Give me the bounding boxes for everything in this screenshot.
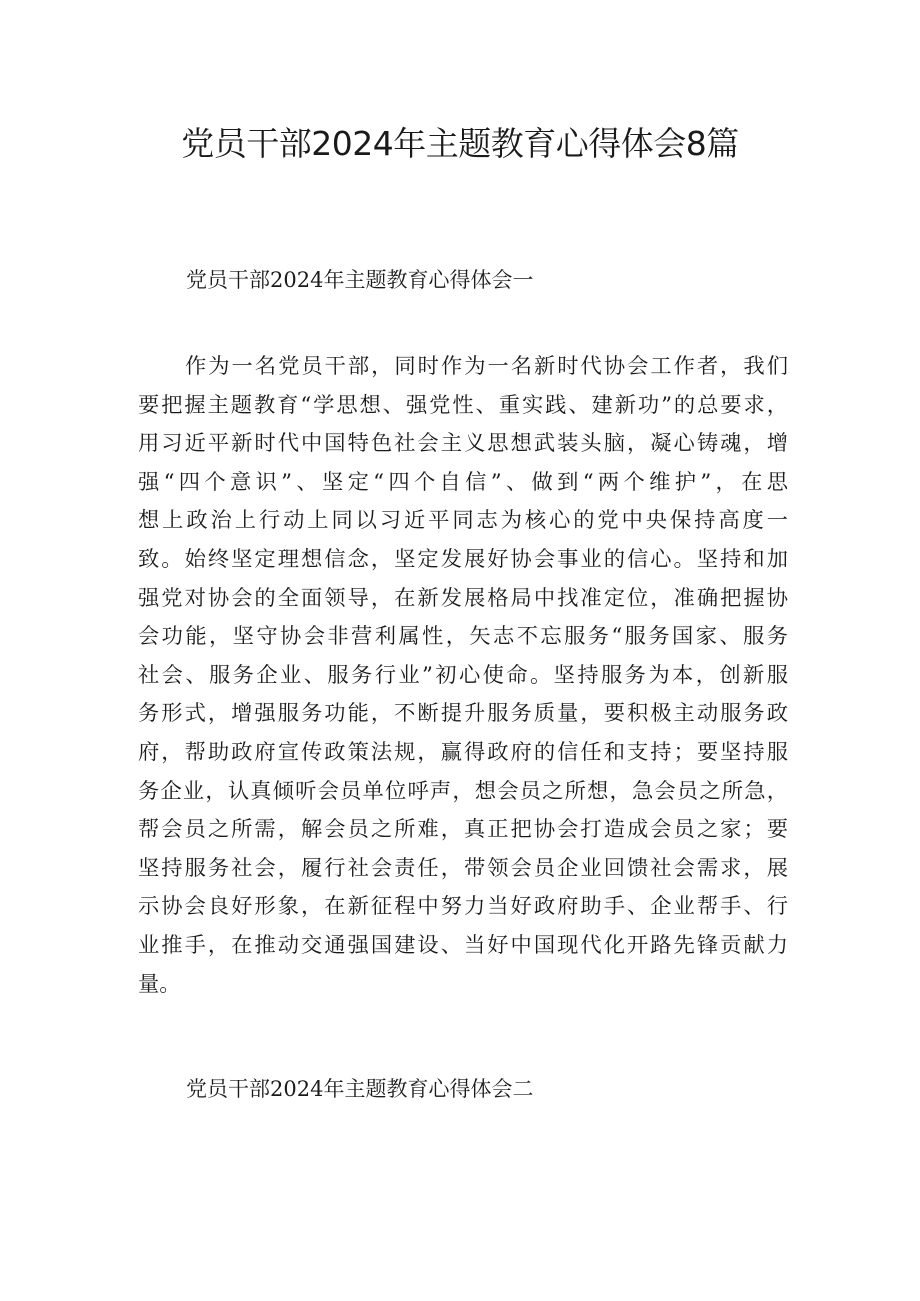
paragraph-line: 量。 xyxy=(138,971,181,997)
section-heading-2: 党员干部2024年主题教育心得体会二 xyxy=(186,1077,534,1101)
paragraph-line: 业推手，在推动交通强国建设、当好中国现代化开路先锋贡献力 xyxy=(138,932,788,958)
paragraph-line: 帮会员之所需，解会员之所难，真正把协会打造成会员之家；要 xyxy=(138,817,788,843)
paragraph-line: 务企业，认真倾听会员单位呼声，想会员之所想，急会员之所急， xyxy=(138,778,788,804)
paragraph-line: 致。始终坚定理想信念，坚定发展好协会事业的信心。坚持和加 xyxy=(138,546,788,572)
paragraph-line: 示协会良好形象，在新征程中努力当好政府助手、企业帮手、行 xyxy=(138,894,788,920)
paragraph-line: 强“四个意识”、坚定“四个自信”、做到“两个维护”，在思 xyxy=(138,469,788,495)
paragraph-line: 用习近平新时代中国特色社会主义思想武装头脑，凝心铸魂，增 xyxy=(138,431,788,457)
paragraph-line: 务形式，增强服务功能，不断提升服务质量，要积极主动服务政 xyxy=(138,701,788,727)
paragraph-line: 府，帮助政府宣传政策法规，赢得政府的信任和支持；要坚持服 xyxy=(138,739,788,765)
document-title: 党员干部2024年主题教育心得体会8篇 xyxy=(181,124,739,163)
paragraph-line: 坚持服务社会，履行社会责任，带领会员企业回馈社会需求，展 xyxy=(138,855,788,881)
paragraph-line: 会功能，坚守协会非营利属性，矢志不忘服务“服务国家、服务 xyxy=(138,624,788,650)
paragraph-line: 社会、服务企业、服务行业”初心使命。坚持服务为本，创新服 xyxy=(138,662,788,688)
section-heading-1: 党员干部2024年主题教育心得体会一 xyxy=(186,268,534,292)
paragraph-line: 要把握主题教育“学思想、强党性、重实践、建新功”的总要求， xyxy=(138,392,788,418)
paragraph-line: 想上政治上行动上同以习近平同志为核心的党中央保持高度一 xyxy=(138,508,788,534)
paragraph-line: 作为一名党员干部，同时作为一名新时代协会工作者，我们 xyxy=(185,354,788,379)
paragraph-line: 强党对协会的全面领导，在新发展格局中找准定位，准确把握协 xyxy=(138,585,788,611)
section-1-paragraph xyxy=(138,348,788,1004)
